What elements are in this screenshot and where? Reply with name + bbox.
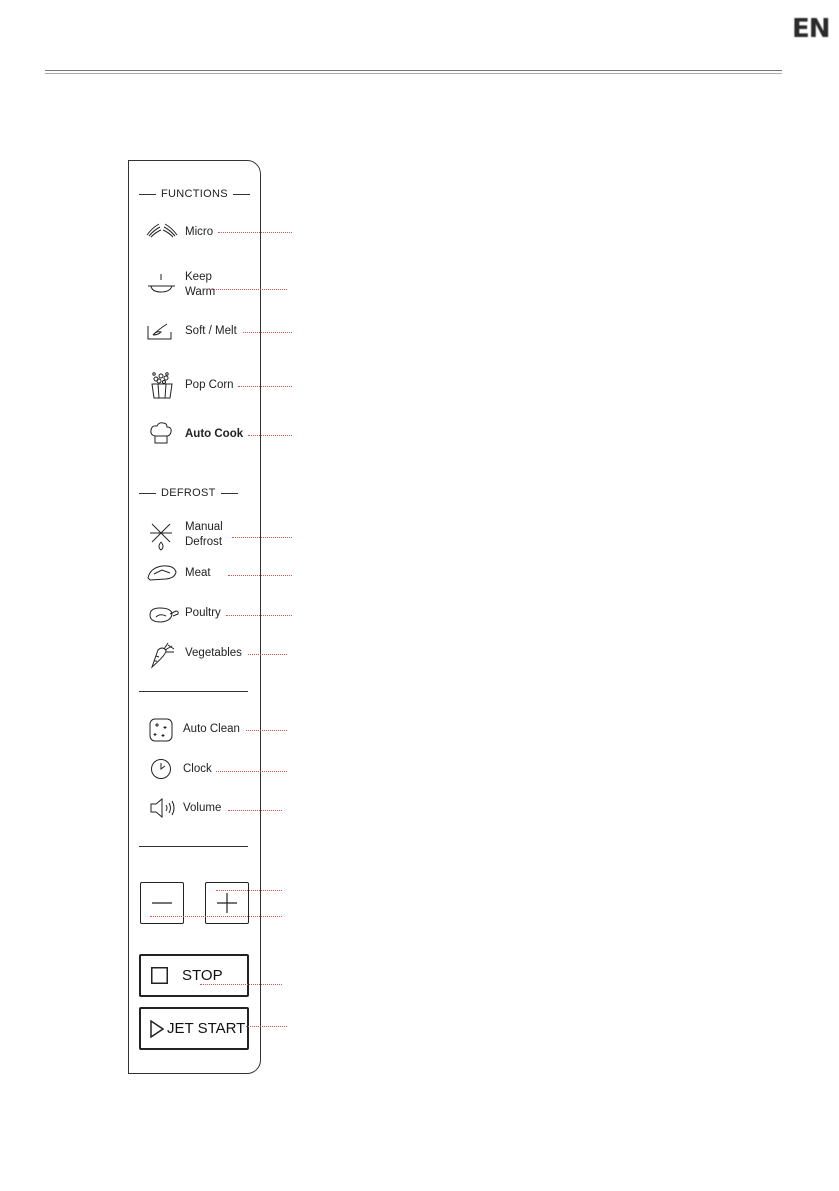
function-pop-corn-label: Pop Corn [185, 379, 234, 391]
callout-line [150, 916, 282, 917]
header-rule [45, 70, 782, 74]
defrost-heading [139, 487, 238, 499]
function-auto-cook[interactable] [185, 427, 243, 442]
defrost-manual-label: Manual Defrost [185, 521, 223, 548]
callout-line [238, 386, 292, 387]
microwave-waves-icon [146, 222, 180, 238]
language-code: EN [792, 14, 830, 44]
callout-line [216, 890, 282, 891]
meat-icon [146, 564, 178, 582]
defrost-manual[interactable] [185, 520, 223, 550]
function-micro[interactable] [185, 225, 213, 240]
defrost-heading-label: DEFROST [161, 487, 216, 499]
utility-auto-clean-label: Auto Clean [183, 723, 240, 735]
defrost-poultry[interactable] [185, 606, 221, 621]
callout-line [243, 332, 292, 333]
defrost-meat-label: Meat [185, 567, 211, 579]
utility-volume[interactable] [183, 801, 221, 816]
function-auto-cook-label: Auto Cook [185, 428, 244, 440]
defrost-vegetables-label: Vegetables [185, 647, 242, 659]
callout-line [246, 730, 287, 731]
function-soft-melt[interactable] [185, 324, 237, 339]
callout-line [228, 575, 292, 576]
function-keep-warm[interactable] [185, 270, 215, 300]
callout-line [232, 537, 292, 538]
stop-square-icon [151, 967, 168, 984]
soft-melt-icon [147, 322, 173, 342]
popcorn-icon [150, 372, 174, 399]
defrost-poultry-label: Poultry [185, 607, 221, 619]
functions-heading [139, 188, 250, 200]
utility-clock[interactable] [183, 762, 212, 777]
callout-line [200, 984, 282, 985]
function-micro-label: Micro [185, 226, 214, 238]
functions-heading-label: FUNCTIONS [161, 188, 228, 200]
callout-line [210, 289, 287, 290]
snowflake-drop-icon [150, 522, 172, 552]
function-keep-warm-label: Keep Warm [185, 271, 216, 298]
sparkle-clean-icon [149, 718, 173, 742]
stop-button-label: STOP [182, 967, 223, 984]
panel-divider [139, 846, 248, 847]
function-pop-corn[interactable] [185, 378, 234, 393]
jet-start-button-label: JET START [167, 1020, 246, 1037]
poultry-icon [146, 605, 180, 625]
minus-button[interactable] [140, 882, 184, 924]
callout-line [226, 615, 292, 616]
plus-button[interactable] [205, 882, 249, 924]
chef-hat-icon [149, 421, 173, 445]
keep-warm-plate-icon [147, 272, 177, 294]
stop-button[interactable] [139, 954, 249, 997]
function-soft-melt-label: Soft / Melt [185, 325, 237, 337]
callout-line [248, 435, 292, 436]
speaker-icon [149, 797, 177, 819]
utility-volume-label: Volume [183, 802, 222, 814]
utility-auto-clean[interactable] [183, 722, 240, 737]
panel-divider [139, 691, 248, 692]
carrot-icon [148, 641, 176, 669]
callout-line [228, 810, 282, 811]
minus-icon [152, 902, 172, 904]
callout-line [218, 232, 292, 233]
clock-icon [150, 758, 172, 780]
callout-line [216, 771, 287, 772]
defrost-vegetables[interactable] [185, 646, 242, 661]
jet-start-button[interactable] [139, 1007, 249, 1050]
defrost-meat[interactable] [185, 566, 211, 581]
callout-line [248, 654, 287, 655]
play-icon [150, 1020, 164, 1038]
plus-icon [217, 893, 237, 913]
utility-clock-label: Clock [183, 763, 212, 775]
callout-line [246, 1026, 287, 1027]
